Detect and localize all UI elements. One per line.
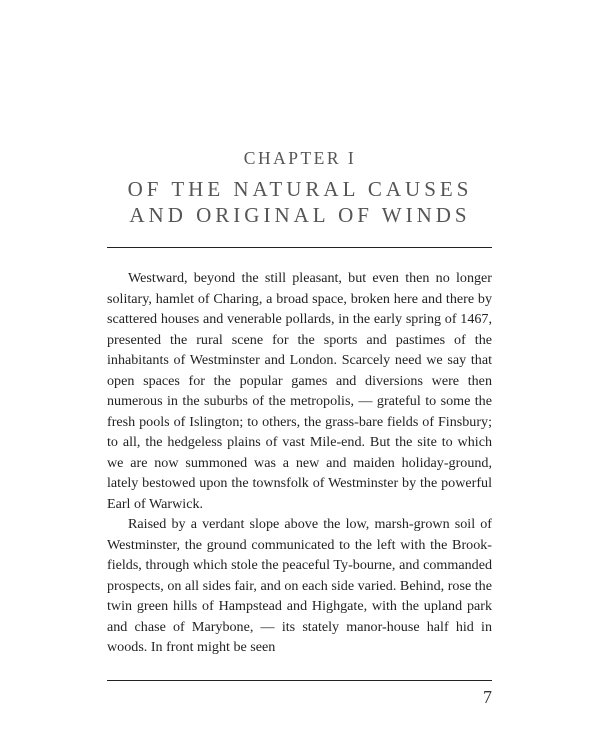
page-number: 7: [483, 687, 492, 707]
chapter-title-line-2: AND ORIGINAL OF WINDS: [129, 203, 471, 227]
chapter-title-line-1: OF THE NATURAL CAUSES: [127, 177, 473, 201]
chapter-label: CHAPTER I: [243, 148, 357, 168]
footer-divider: [107, 680, 492, 681]
paragraph: Westward, beyond the still pleasant, but even then no longer solitary, hamlet of Charing, a broad space, broken here and there by scattered houses and venerable pollards, in the early spring of 1467, presented the rural scene for the sports and pastimes of the inhabitants of Westminster and London. Scarcely need we say that open spaces for the popular games and diversions were then numerous in the suburbs of the metropolis, — grateful to some the fresh pools of Islington; to others, the grass-bare fields of Finsbury; to all, the hedgeless plains of vast Mile-end. But the site to which we are now summoned was a new and maiden holiday-ground, lately bestowed upon the townsfolk of Westminster by the powerful Earl of Warwick.: [107, 270, 492, 512]
paragraph: Raised by a verdant slope above the low, marsh-grown soil of Westminster, the ground communicated to the left with the Brook-fields, through which stole the peaceful Ty-bourne, and commanded prospects, on all sides fair, and on each side varied. Behind, rose the twin green hills of Hampstead and Highgate, with the upland park and chase of Marybone, — its stately manor-house half hid in woods. In front might be seen: [107, 516, 492, 655]
body-text: [107, 268, 492, 658]
chapter-title: [0, 176, 600, 228]
header-divider: [107, 247, 492, 248]
